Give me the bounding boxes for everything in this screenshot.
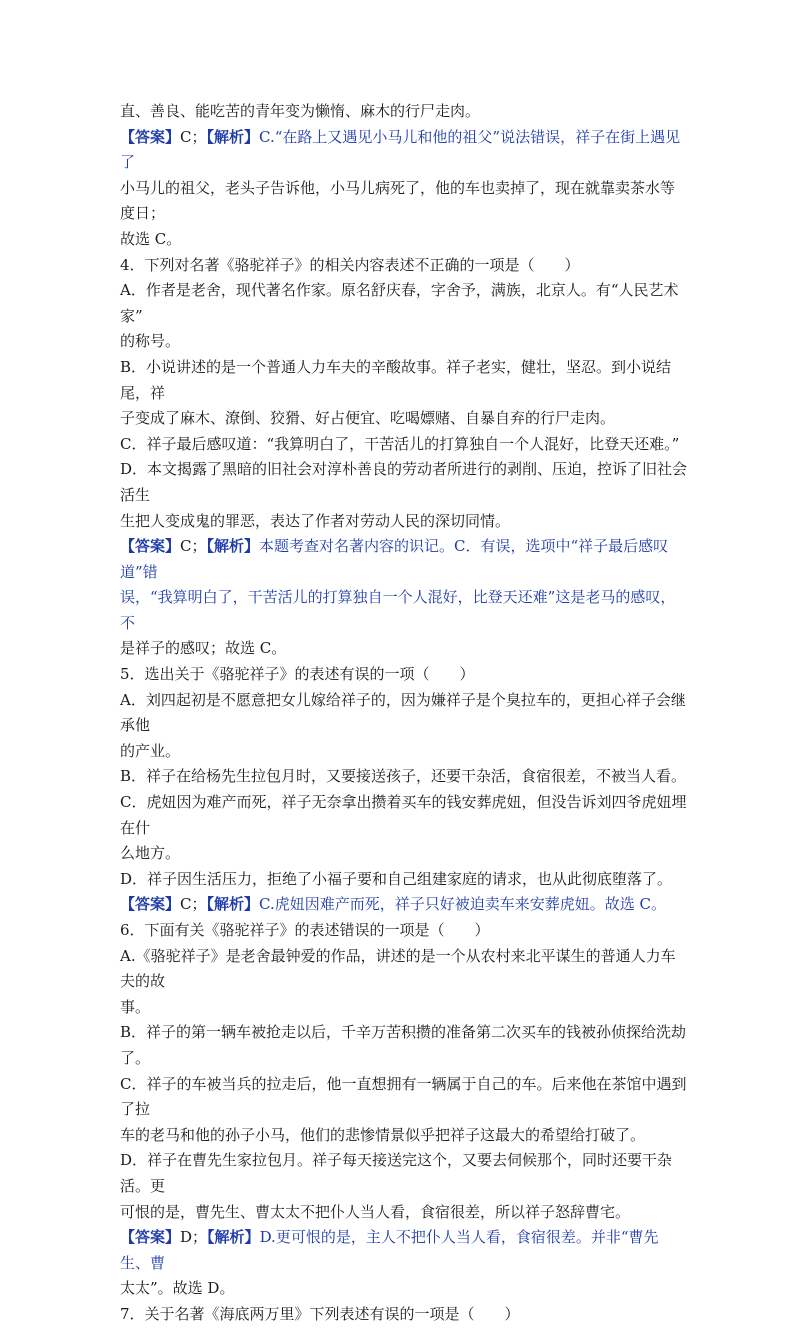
answer-line — [120, 125, 688, 176]
analysis-text: 本题考查对名著内容的识记。C．有误，选项中“祥子最后感叹道”错 — [120, 537, 669, 581]
text-line: C．虎妞因为难产而死，祥子无奈拿出攒着买车的钱安葬虎妞，但没告诉刘四爷虎妞埋在什 — [120, 793, 687, 837]
answer-line — [120, 534, 688, 585]
text-line: C．祥子的车被当兵的拉走后，他一直想拥有一辆属于自己的车。后来他在茶馆中遇到了拉 — [120, 1074, 687, 1119]
text-line: B．祥子在给杨先生拉包月时，又要接送孩子，还要干杂活，食宿很差，不被当人看。 — [120, 767, 687, 786]
analysis-text: D.更可恨的是，主人不把仆人当人看，食宿很差。并非“曹先生、曹 — [120, 1228, 659, 1272]
text-line: A．刘四起初是不愿意把女儿嫁给祥子的，因为嫌祥子是个臭拉车的，更担心祥子会继承他 — [120, 690, 686, 735]
text-line: 的产业。 — [120, 741, 181, 760]
text-line: D．祥子在曹先生家拉包月。祥子每天接送完这个，又要去伺候那个，同时还要干杂活。更 — [120, 1151, 673, 1195]
answer-choice: C； — [180, 895, 207, 914]
text-line: 5．选出关于《骆驼祥子》的表述有误的一项（ ） — [120, 665, 475, 684]
text-line: D．本文揭露了黑暗的旧社会对淳朴善良的劳动者所进行的剥削、压迫，控诉了旧社会活生 — [120, 460, 688, 504]
text-line: 子变成了麻木、潦倒、狡猾、好占便宜、吃喝嫖赌、自暴自弃的行尸走肉。 — [120, 409, 616, 428]
analysis-tag: 【解析】 — [206, 537, 260, 556]
text-line: 太太”。故选 D。 — [120, 1279, 235, 1298]
text-line: C．祥子最后感叹道：“我算明白了，干苦活儿的打算独自一个人混好，比登天还难。” — [120, 434, 680, 453]
text-line: 6．下面有关《骆驼祥子》的表述错误的一项是（ ） — [120, 921, 490, 939]
answer-tag: 【答案】 — [120, 895, 181, 914]
text-line: A.《骆驼祥子》是老舍最钟爱的作品，讲述的是一个从农村来北平谋生的普通人力车夫的故 — [120, 946, 676, 991]
analysis-text: C.“在路上又遇见小马儿和他的祖父”说法错误，祥子在街上遇见了 — [120, 127, 681, 172]
text-line: 的称号。 — [120, 332, 181, 351]
text-line: 事。 — [120, 997, 151, 1016]
answer-line — [120, 1225, 688, 1276]
answer-tag: 【答案】 — [120, 1228, 181, 1247]
answer-choice: C； — [180, 537, 207, 556]
analysis-continued-line: 误，“我算明白了，干苦活儿的打算独自一个人混好，比登天还难”这是老马的感叹，不 — [120, 588, 676, 632]
text-line: 是祥子的感叹；故选 C。 — [120, 639, 287, 658]
text-line: 4．下列对名著《骆驼祥子》的相关内容表述不正确的一项是（ ） — [120, 255, 580, 274]
text-line: A．作者是老舍，现代著名作家。原名舒庆春，字舍予，满族，北京人。有“人民艺术家” — [120, 281, 679, 325]
answer-tag: 【答案】 — [120, 537, 181, 556]
text-line: 7．关于名著《海底两万里》下列表述有误的一项是（ ） — [120, 1304, 520, 1323]
analysis-tag: 【解析】 — [206, 895, 260, 914]
text-line: 车的老马和他的孙子小马，他们的悲惨情景似乎把祥子这最大的希望给打破了。 — [120, 1125, 646, 1144]
text-line: 生把人变成鬼的罪恶，表达了作者对劳动人民的深切同情。 — [120, 511, 511, 530]
text-line: B．祥子的第一辆车被抢走以后，千辛万苦积攒的准备第二次买车的钱被孙侦探给洗劫了。 — [120, 1023, 687, 1067]
answer-line — [120, 892, 688, 918]
text-line: 可恨的是，曹先生、曹太太不把仆人当人看，食宿很差，所以祥子怒辞曹宅。 — [120, 1202, 631, 1221]
analysis-tag: 【解析】 — [206, 127, 260, 146]
analysis-text: C.虎妞因难产而死，祥子只好被迫卖车来安葬虎妞。故选 C。 — [259, 895, 666, 914]
answer-choice: C； — [180, 127, 207, 146]
text-line: D．祥子因生活压力，拒绝了小福子要和自己组建家庭的请求，也从此彻底堕落了。 — [120, 869, 673, 888]
text-line: 直、善良、能吃苦的青年变为懒惰、麻木的行尸走肉。 — [120, 102, 481, 120]
text-line: 么地方。 — [120, 844, 181, 863]
text-line: 小马儿的祖父，老头子告诉他，小马儿病死了，他的车也卖掉了，现在就靠卖茶水等度日； — [120, 178, 676, 223]
answer-choice: D； — [180, 1228, 208, 1247]
analysis-tag: 【解析】 — [207, 1228, 260, 1247]
text-line: B．小说讲述的是一个普通人力车夫的辛酸故事。祥子老实，健壮，坚忍。到小说结尾，祥 — [120, 357, 672, 402]
answer-tag: 【答案】 — [120, 127, 181, 146]
text-line: 故选 C。 — [120, 229, 182, 248]
